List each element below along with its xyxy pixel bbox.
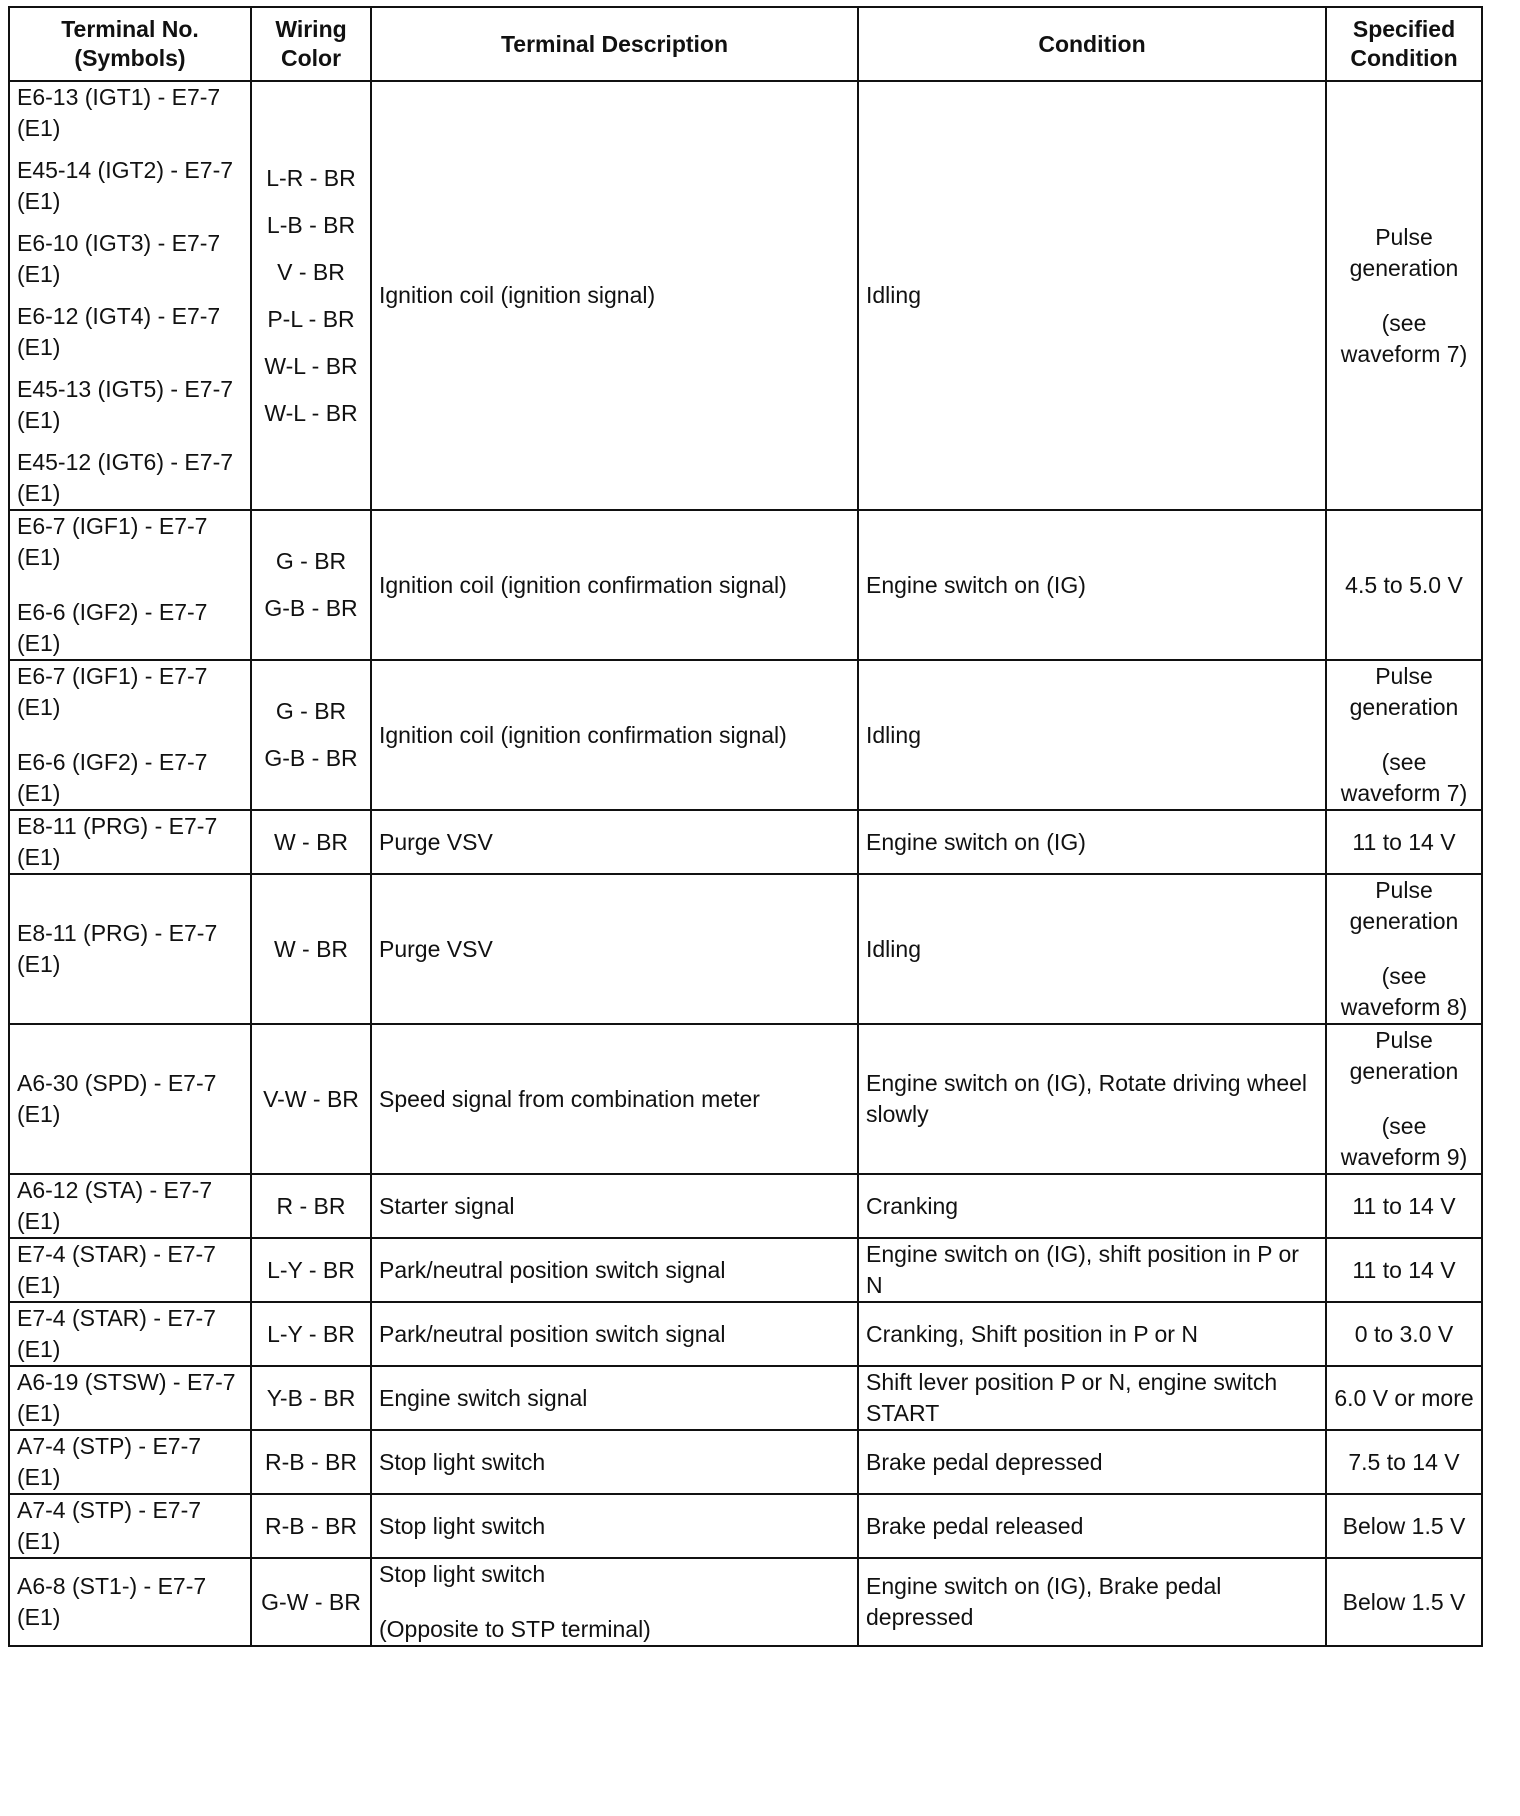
table-row [9, 660, 1482, 810]
condition-cell: Cranking [858, 1174, 1326, 1238]
terminal-cell [9, 1558, 251, 1646]
condition-cell: Engine switch on (IG), shift position in P or N [858, 1238, 1326, 1302]
specified-condition-cell-line: (see waveform 8) [1340, 963, 1468, 1020]
wiring-color-value: Y-B - BR [266, 1384, 356, 1411]
table-row [9, 810, 1482, 874]
wiring-color-value: G - BR [275, 548, 347, 574]
terminal-cell [9, 1238, 251, 1302]
description-cell [371, 1302, 858, 1366]
header-condition: Condition [858, 7, 1326, 81]
specified-condition-cell [1326, 1302, 1482, 1366]
terminal-cell-line: A6-8 (ST1-) - E7-7 (E1) [17, 1573, 207, 1630]
description-cell-line: Stop light switch [379, 1512, 546, 1539]
description-cell [371, 510, 858, 660]
specified-condition-cell-line: Pulse generation [1349, 877, 1459, 934]
description-cell-line: Stop light switch [379, 1448, 546, 1475]
description-cell-line: Ignition coil (ignition signal) [379, 282, 656, 308]
table-row [9, 1174, 1482, 1238]
wiring-color-cell [251, 1024, 371, 1174]
specified-condition-cell-line: Pulse generation [1349, 1027, 1459, 1084]
terminal-cell-line: E7-4 (STAR) - E7-7 (E1) [17, 1305, 216, 1362]
header-terminal: Terminal No. (Symbols) [9, 7, 251, 81]
terminal-cell [9, 660, 251, 810]
terminal-cell [9, 1366, 251, 1430]
description-cell-line: Purge VSV [379, 828, 493, 855]
wiring-color-value: G-B - BR [264, 595, 358, 621]
wiring-color-value: G - BR [275, 698, 347, 724]
wiring-color-cell [251, 1174, 371, 1238]
terminal-cell-line: E45-14 (IGT2) - E7-7 (E1) [17, 157, 234, 214]
table-row [9, 1366, 1482, 1430]
table-row [9, 510, 1482, 660]
description-cell-line: Park/neutral position switch signal [379, 1256, 726, 1283]
terminal-cell [9, 874, 251, 1024]
wiring-color-value: W - BR [273, 935, 349, 962]
description-cell [371, 81, 858, 510]
terminal-cell-line: E6-13 (IGT1) - E7-7 (E1) [17, 84, 221, 141]
terminal-cell [9, 1174, 251, 1238]
description-cell [371, 1238, 858, 1302]
specified-condition-cell [1326, 1238, 1482, 1302]
description-cell-line: (Opposite to STP terminal) [379, 1616, 651, 1642]
wiring-color-value: G-B - BR [264, 745, 358, 771]
header-row [9, 7, 1482, 81]
condition-cell: Idling [858, 81, 1326, 510]
description-cell-line: Engine switch signal [379, 1384, 588, 1411]
description-cell [371, 810, 858, 874]
terminal-cell-line: A7-4 (STP) - E7-7 (E1) [17, 1433, 202, 1490]
wiring-color-cell [251, 660, 371, 810]
description-cell-line: Park/neutral position switch signal [379, 1320, 726, 1347]
wiring-color-value: W-L - BR [264, 352, 358, 379]
header-specified: Specified Condition [1326, 7, 1482, 81]
wiring-color-cell [251, 874, 371, 1024]
specified-condition-cell [1326, 1558, 1482, 1646]
specified-condition-cell-line: (see waveform 7) [1340, 309, 1468, 367]
description-cell [371, 1430, 858, 1494]
terminal-cell [9, 1302, 251, 1366]
description-cell [371, 874, 858, 1024]
condition-cell: Idling [858, 874, 1326, 1024]
header-description: Terminal Description [371, 7, 858, 81]
terminal-cell-line: A6-19 (STSW) - E7-7 (E1) [17, 1369, 236, 1426]
wiring-color-cell [251, 1430, 371, 1494]
wiring-color-cell [251, 810, 371, 874]
terminal-cell-line: E7-4 (STAR) - E7-7 (E1) [17, 1241, 216, 1298]
specified-condition-cell-line: 6.0 V or more [1334, 1384, 1474, 1411]
table-row [9, 81, 1482, 510]
terminal-cell-line: E45-13 (IGT5) - E7-7 (E1) [17, 376, 234, 433]
description-cell [371, 1366, 858, 1430]
condition-cell: Engine switch on (IG) [858, 510, 1326, 660]
specified-condition-cell [1326, 1494, 1482, 1558]
terminal-cell-line: E6-6 (IGF2) - E7-7 (E1) [17, 749, 208, 806]
description-cell [371, 1494, 858, 1558]
wiring-color-cell [251, 1558, 371, 1646]
condition-cell: Brake pedal released [858, 1494, 1326, 1558]
terminal-cell-line: E8-11 (PRG) - E7-7 (E1) [17, 813, 218, 870]
wiring-color-value: L-Y - BR [267, 1320, 355, 1347]
table-row [9, 1024, 1482, 1174]
terminal-cell-line: A7-4 (STP) - E7-7 (E1) [17, 1497, 202, 1554]
wiring-color-value: L-R - BR [266, 164, 356, 191]
description-cell [371, 1174, 858, 1238]
wiring-color-value: W-L - BR [264, 399, 358, 426]
terminal-cell-line: E6-7 (IGF1) - E7-7 (E1) [17, 513, 208, 570]
table-row [9, 874, 1482, 1024]
wiring-color-value: G-W - BR [261, 1588, 361, 1615]
description-cell [371, 1024, 858, 1174]
specified-condition-cell-line: Pulse generation [1349, 663, 1459, 720]
wiring-color-value: P-L - BR [267, 305, 355, 332]
wiring-color-value: R-B - BR [265, 1448, 357, 1475]
specified-condition-cell-line: 7.5 to 14 V [1348, 1448, 1460, 1475]
description-cell-line: Purge VSV [379, 935, 493, 962]
specified-condition-cell [1326, 81, 1482, 510]
table-row [9, 1494, 1482, 1558]
wiring-color-cell [251, 510, 371, 660]
wiring-color-cell [251, 1238, 371, 1302]
condition-cell: Shift lever position P or N, engine switch START [858, 1366, 1326, 1430]
terminal-cell-line: A6-12 (STA) - E7-7 (E1) [17, 1177, 213, 1234]
specified-condition-cell [1326, 1174, 1482, 1238]
specified-condition-cell-line: 11 to 14 V [1352, 828, 1456, 855]
terminal-cell [9, 810, 251, 874]
table-row [9, 1238, 1482, 1302]
wiring-color-cell [251, 1302, 371, 1366]
wiring-color-value: W - BR [273, 828, 349, 855]
specified-condition-cell [1326, 660, 1482, 810]
specified-condition-cell [1326, 1430, 1482, 1494]
condition-cell: Engine switch on (IG), Rotate driving wheel slowly [858, 1024, 1326, 1174]
description-cell-line: Ignition coil (ignition confirmation signal) [379, 571, 787, 598]
specified-condition-cell-line: (see waveform 7) [1340, 749, 1468, 806]
terminal-cell-line: E6-6 (IGF2) - E7-7 (E1) [17, 599, 208, 656]
table-row [9, 1430, 1482, 1494]
specified-condition-cell-line: (see waveform 9) [1340, 1113, 1468, 1170]
description-cell [371, 1558, 858, 1646]
table-row [9, 1558, 1482, 1646]
specified-condition-cell-line: 4.5 to 5.0 V [1345, 571, 1463, 598]
condition-cell: Engine switch on (IG) [858, 810, 1326, 874]
terminal-cell [9, 510, 251, 660]
description-cell-line: Starter signal [379, 1192, 515, 1219]
terminal-cell [9, 1494, 251, 1558]
table-body [9, 81, 1482, 1646]
terminal-cell-line: E8-11 (PRG) - E7-7 (E1) [17, 920, 218, 977]
wiring-color-value: V - BR [277, 258, 345, 285]
header-wiring-color: Wiring Color [251, 7, 371, 81]
wiring-color-cell [251, 1494, 371, 1558]
wiring-color-value: R - BR [276, 1192, 346, 1219]
specified-condition-cell-line: 11 to 14 V [1352, 1192, 1456, 1219]
terminal-cell-line: E6-7 (IGF1) - E7-7 (E1) [17, 663, 208, 720]
specified-condition-cell-line: Below 1.5 V [1342, 1512, 1466, 1539]
description-cell [371, 660, 858, 810]
wiring-color-value: L-B - BR [266, 211, 356, 238]
specified-condition-cell [1326, 874, 1482, 1024]
terminal-cell-line: E45-12 (IGT6) - E7-7 (E1) [17, 449, 234, 506]
terminal-spec-table [8, 6, 1483, 1647]
specified-condition-cell-line: Below 1.5 V [1342, 1588, 1466, 1615]
wiring-color-value: L-Y - BR [267, 1256, 355, 1283]
condition-cell: Idling [858, 660, 1326, 810]
description-cell-line: Speed signal from combination meter [379, 1085, 760, 1112]
wiring-color-value: R-B - BR [265, 1512, 357, 1539]
description-cell-line: Ignition coil (ignition confirmation signal) [379, 721, 787, 748]
specified-condition-cell-line: Pulse generation [1349, 223, 1459, 281]
condition-cell: Cranking, Shift position in P or N [858, 1302, 1326, 1366]
terminal-cell-line: E6-12 (IGT4) - E7-7 (E1) [17, 303, 221, 360]
specified-condition-cell [1326, 810, 1482, 874]
terminal-cell-line: A6-30 (SPD) - E7-7 (E1) [17, 1070, 217, 1127]
terminal-cell [9, 81, 251, 510]
terminal-cell-line: E6-10 (IGT3) - E7-7 (E1) [17, 230, 221, 287]
terminal-cell [9, 1430, 251, 1494]
description-cell-line: Stop light switch [379, 1561, 546, 1587]
condition-cell: Engine switch on (IG), Brake pedal depressed [858, 1558, 1326, 1646]
specified-condition-cell [1326, 1024, 1482, 1174]
table-row [9, 1302, 1482, 1366]
specified-condition-cell-line: 11 to 14 V [1352, 1256, 1456, 1283]
specified-condition-cell [1326, 1366, 1482, 1430]
specified-condition-cell [1326, 510, 1482, 660]
terminal-cell [9, 1024, 251, 1174]
condition-cell: Brake pedal depressed [858, 1430, 1326, 1494]
wiring-color-cell [251, 1366, 371, 1430]
wiring-color-value: V-W - BR [263, 1085, 359, 1112]
specified-condition-cell-line: 0 to 3.0 V [1354, 1320, 1454, 1347]
wiring-color-cell [251, 81, 371, 510]
